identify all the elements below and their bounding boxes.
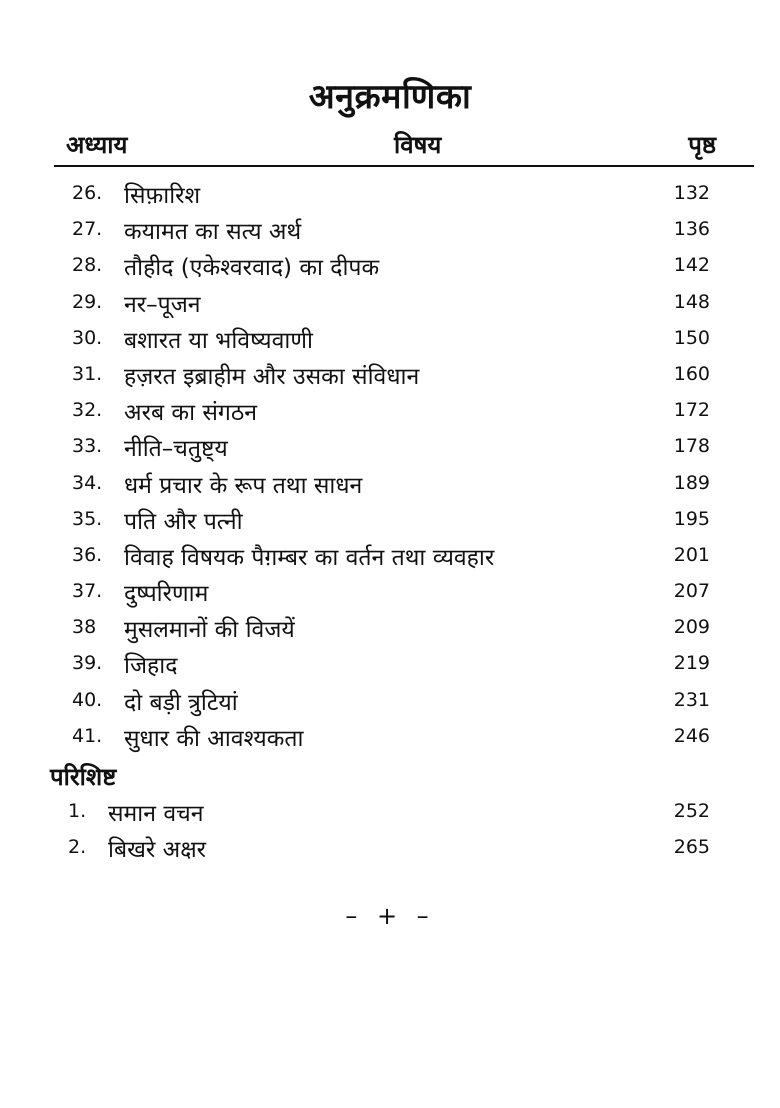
entry-title: मुसलमानों की विजयें [124, 617, 295, 644]
toc-row [0, 721, 780, 757]
header-divider [54, 165, 754, 167]
entry-title: नीति–चतुष्ट्य [124, 436, 228, 463]
toc-row [0, 612, 780, 648]
entry-number: 39. [72, 652, 103, 675]
toc-row [0, 431, 780, 467]
entry-number: 1. [68, 800, 87, 822]
entry-title: अरब का संगठन [124, 400, 257, 427]
entry-page: 178 [673, 435, 710, 458]
toc-header [66, 128, 726, 162]
entry-number: 33. [72, 435, 103, 458]
toc-row [0, 287, 780, 323]
header-chapter: अध्याय [66, 131, 128, 159]
page-title: अनुक्रमणिका [308, 77, 472, 117]
entry-title: तौहीद (एकेश्वरवाद) का दीपक [124, 255, 380, 282]
entry-page: 195 [673, 507, 710, 530]
toc-row [0, 504, 780, 540]
entry-title: हज़रत इब्राहीम और उसका संविधान [124, 363, 420, 390]
entry-page: 252 [673, 800, 710, 822]
entry-number: 28. [72, 254, 103, 277]
entry-page: 219 [673, 652, 710, 675]
entry-number: 30. [72, 326, 103, 349]
entry-page: 265 [673, 836, 710, 859]
entry-number: 35. [72, 507, 103, 530]
toc-row [0, 540, 780, 576]
entry-title: दुष्परिणाम [124, 581, 209, 608]
entry-page: 172 [673, 399, 710, 422]
entry-number: 32. [72, 399, 103, 422]
entry-number: 41. [72, 724, 103, 747]
entry-title: जिहाद [124, 653, 178, 680]
entry-page: 209 [673, 616, 710, 639]
entry-number: 2. [68, 836, 87, 859]
entry-title: बिखरे अक्षर [108, 837, 207, 864]
entry-number: 34. [72, 471, 103, 494]
entry-number: 26. [72, 182, 103, 204]
toc-row [0, 250, 780, 286]
entry-number: 31. [72, 362, 103, 385]
toc-row [0, 359, 780, 395]
entry-page: 207 [673, 580, 710, 603]
entry-title: नर–पूजन [124, 291, 201, 318]
entry-page: 231 [673, 688, 710, 711]
entry-title: पति और पत्नी [124, 508, 243, 535]
toc-row [0, 685, 780, 721]
entry-page: 160 [673, 362, 710, 385]
toc-row [0, 395, 780, 431]
entry-page: 189 [673, 471, 710, 494]
entry-page: 201 [673, 543, 710, 566]
entry-page: 148 [673, 290, 710, 313]
entry-number: 36. [72, 543, 103, 566]
toc-row [0, 468, 780, 504]
entry-title: सुधार की आवश्यकता [124, 725, 304, 752]
toc-row [0, 648, 780, 684]
header-subject: विषय [394, 131, 442, 159]
entry-number: 29. [72, 290, 103, 313]
entry-page: 150 [673, 326, 710, 349]
appendix-list [0, 796, 780, 868]
entry-title: कयामत का सत्य अर्थ [124, 219, 302, 246]
entry-page: 132 [673, 182, 710, 204]
entry-page: 246 [673, 724, 710, 747]
entry-number: 37. [72, 580, 103, 603]
entry-title: समान वचन [108, 801, 204, 827]
entry-number: 27. [72, 218, 103, 241]
toc-row [0, 576, 780, 612]
end-ornament: – + – [345, 902, 435, 930]
header-page: पृष्ठ [688, 131, 716, 159]
entry-number: 40. [72, 688, 103, 711]
entry-title: बशारत या भविष्यवाणी [124, 327, 313, 354]
entry-title: सिफ़ारिश [124, 183, 201, 209]
entry-title: धर्म प्रचार के रूप तथा साधन [124, 472, 363, 499]
entry-page: 136 [673, 218, 710, 241]
toc-list [0, 178, 780, 757]
entry-title: दो बड़ी त्रुटियां [124, 689, 238, 716]
toc-row [0, 178, 780, 214]
entry-page: 142 [673, 254, 710, 277]
entry-title: विवाह विषयक पैग़म्बर का वर्तन तथा व्यवहार [124, 544, 495, 571]
toc-row [0, 214, 780, 250]
appendix-heading: परिशिष्ट [50, 763, 117, 791]
appendix-row [0, 832, 780, 868]
appendix-row [0, 796, 780, 832]
toc-row [0, 323, 780, 359]
entry-number: 38 [72, 616, 97, 639]
